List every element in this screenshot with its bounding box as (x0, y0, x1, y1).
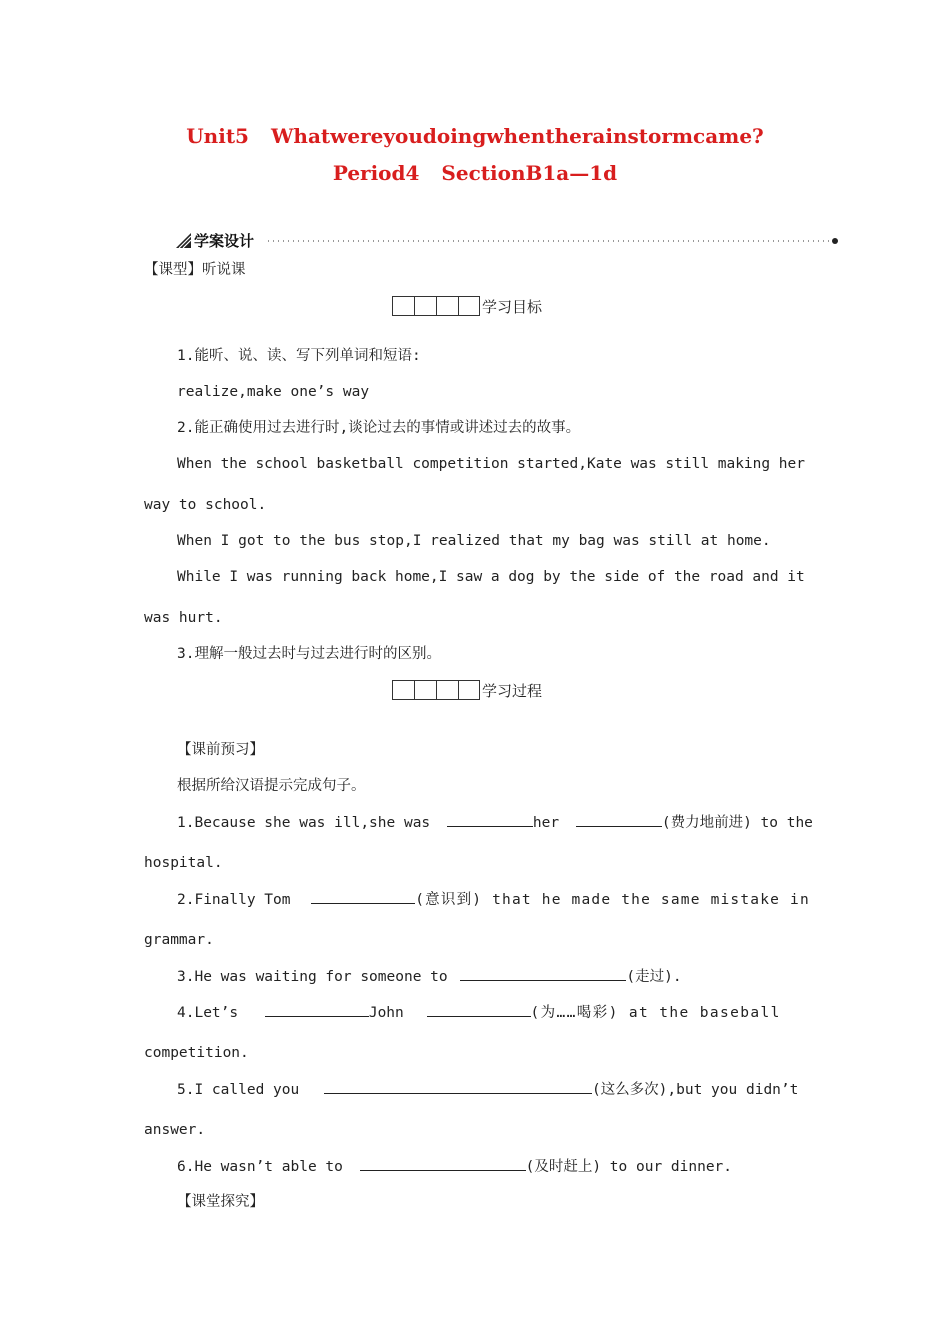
goal-1-words: realize,make one’s way (177, 384, 370, 400)
goal-3: 3.理解一般过去时与过去进行时的区别。 (177, 646, 441, 662)
goal-2: 2.能正确使用过去进行时,谈论过去的事情或讲述过去的故事。 (177, 420, 581, 436)
section-title: 学案设计 (194, 232, 255, 250)
section-label: SectionB1a—1d (441, 161, 618, 185)
answer-blank[interactable] (311, 889, 415, 904)
question-6: 6.He wasn’t able to (及时赶上) to our dinner. (177, 1156, 732, 1177)
unit-question: Whatwereyoudoingwhentherainstormcame? (270, 124, 764, 148)
answer-blank[interactable] (265, 1002, 369, 1017)
question-1-cont: hospital. (144, 855, 223, 871)
answer-blank[interactable] (360, 1156, 526, 1171)
question-2-cont: grammar. (144, 932, 214, 948)
process-heading (392, 679, 542, 701)
example-3-line-b: was hurt. (144, 610, 223, 626)
answer-blank[interactable] (427, 1002, 531, 1017)
question-5-cont: answer. (144, 1122, 206, 1138)
unit-label: Unit5 (186, 124, 249, 148)
question-5: 5.I called you (这么多次),but you didn’t (177, 1079, 798, 1100)
section-mark-icon (176, 233, 192, 249)
class-header: 【课堂探究】 (177, 1194, 264, 1210)
example-3-line-a: While I was running back home,I saw a dog by the side of the road and it (177, 569, 805, 585)
question-2: 2.Finally Tom (意识到) that he made the same mistake in (177, 889, 810, 910)
goal-1: 1.能听、说、读、写下列单词和短语: (177, 348, 421, 364)
title-line-1 (0, 124, 950, 148)
title-line-2 (0, 161, 950, 185)
question-1: 1.Because she was ill,she was her (费力地前进) to the (177, 812, 813, 833)
question-3: 3.He was waiting for someone to (走过). (177, 966, 682, 987)
goals-heading-text: 学习目标 (482, 297, 543, 316)
example-1-line-a: When the school basketball competition started,Kate was still making her (177, 456, 805, 472)
example-1-line-b: way to school. (144, 497, 267, 513)
preview-instruction: 根据所给汉语提示完成句子。 (177, 778, 366, 794)
section-divider (176, 230, 840, 252)
process-heading-text: 学习过程 (482, 681, 543, 700)
answer-blank[interactable] (460, 966, 626, 981)
example-2: When I got to the bus stop,I realized that my bag was still at home. (177, 533, 771, 549)
lesson-type: 【课型】听说课 (144, 262, 246, 278)
answer-blank[interactable] (576, 812, 662, 827)
answer-blank[interactable] (447, 812, 533, 827)
goals-heading (392, 295, 542, 317)
dotted-rule (268, 235, 840, 247)
period-label: Period4 (332, 161, 420, 185)
question-4: 4.Let’s John (为……喝彩) at the baseball (177, 1002, 781, 1023)
answer-blank[interactable] (324, 1079, 592, 1094)
question-4-cont: competition. (144, 1045, 249, 1061)
preview-header: 【课前预习】 (177, 742, 264, 758)
